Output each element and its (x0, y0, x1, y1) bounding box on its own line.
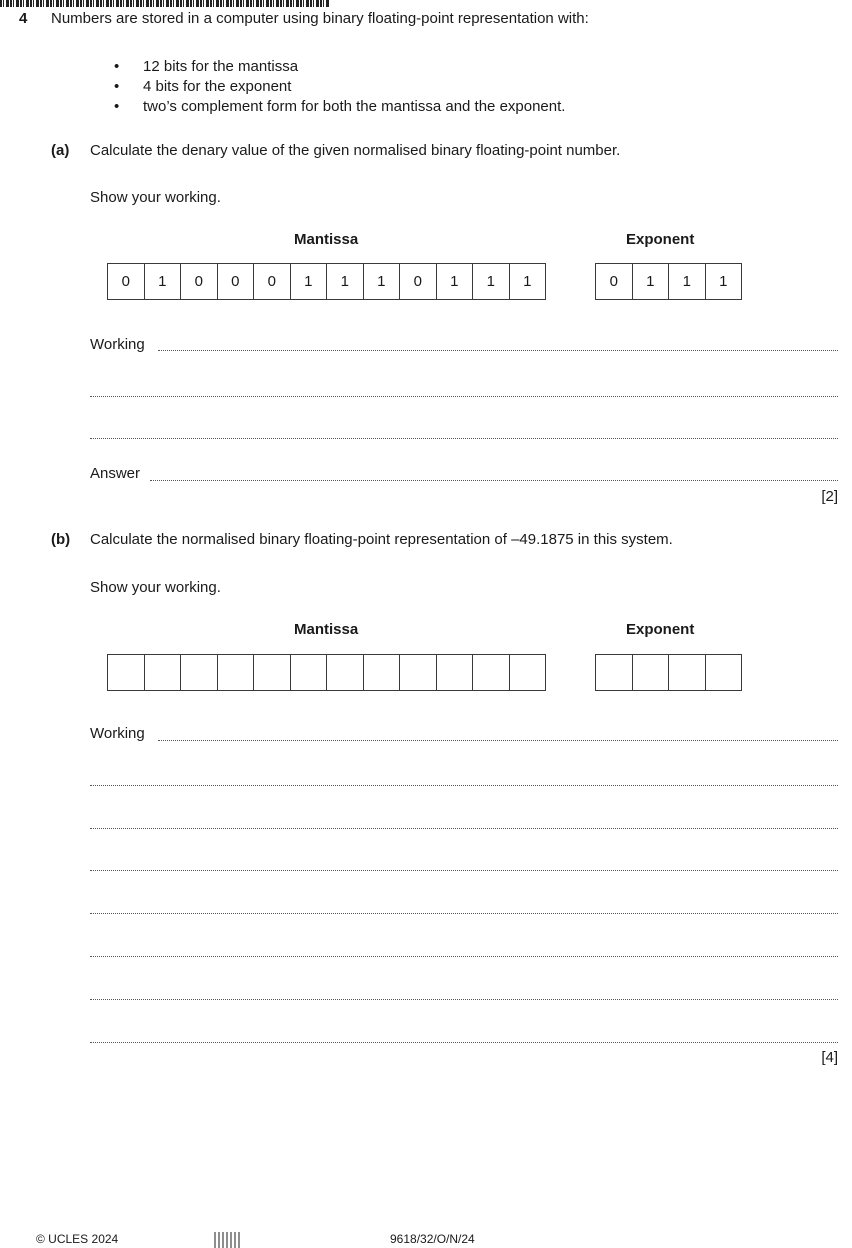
exponent-bit-cell: 0 (595, 263, 633, 300)
mantissa-bit-cell: 1 (436, 263, 474, 300)
answer-line[interactable] (90, 828, 838, 829)
exponent-bit-cell: 1 (668, 263, 706, 300)
mantissa-bit-cell: 0 (253, 263, 291, 300)
mantissa-bit-cell: 1 (509, 263, 547, 300)
mantissa-bit-cell: 0 (399, 263, 437, 300)
mantissa-bit-cell: 1 (326, 263, 364, 300)
part-a-text: Calculate the denary value of the given normalised binary floating-point number. (90, 142, 621, 159)
answer-line[interactable] (90, 396, 838, 397)
part-b-exponent-cells (595, 654, 742, 691)
mantissa-bit-cell: 1 (363, 263, 401, 300)
mantissa-bit-input[interactable] (399, 654, 437, 691)
exponent-bit-input[interactable] (595, 654, 633, 691)
mantissa-bit-cell: 0 (180, 263, 218, 300)
part-a-exponent-cells (595, 263, 742, 300)
answer-line[interactable] (90, 913, 838, 914)
part-a-exponent-heading: Exponent (626, 231, 695, 248)
mantissa-bit-cell: 0 (217, 263, 255, 300)
page-barcode (0, 0, 330, 7)
bullet-item: 12 bits for the mantissa (143, 58, 299, 75)
answer-line[interactable] (90, 785, 838, 786)
part-b-working-label: Working (90, 725, 145, 742)
part-a-show-working: Show your working. (90, 189, 221, 206)
answer-line[interactable] (90, 956, 838, 957)
part-b-label: (b) (51, 531, 71, 548)
bullet-item: 4 bits for the exponent (143, 78, 292, 95)
mantissa-bit-input[interactable] (290, 654, 328, 691)
answer-line[interactable] (90, 999, 838, 1000)
mantissa-bit-cell: 1 (472, 263, 510, 300)
bullet-marker: • (114, 78, 120, 95)
mantissa-bit-cell: 1 (290, 263, 328, 300)
answer-line[interactable] (158, 740, 838, 741)
mantissa-bit-cell: 0 (107, 263, 145, 300)
part-b-mantissa-cells (107, 654, 546, 691)
part-a-mantissa-heading: Mantissa (294, 231, 359, 248)
part-a-working-label: Working (90, 336, 145, 353)
mantissa-bit-input[interactable] (107, 654, 145, 691)
part-b-text: Calculate the normalised binary floating-point representation of –49.1875 in this system. (90, 531, 673, 548)
part-b-show-working: Show your working. (90, 579, 221, 596)
mantissa-bit-input[interactable] (509, 654, 547, 691)
question-intro: Numbers are stored in a computer using binary floating-point representation with: (51, 10, 589, 27)
mantissa-bit-cell: 1 (144, 263, 182, 300)
exponent-bit-input[interactable] (705, 654, 743, 691)
part-a-marks: [2] (821, 488, 838, 505)
exponent-bit-cell: 1 (705, 263, 743, 300)
mantissa-bit-input[interactable] (436, 654, 474, 691)
mantissa-bit-input[interactable] (217, 654, 255, 691)
part-a-answer-label: Answer (90, 465, 141, 482)
part-b-marks: [4] (821, 1049, 838, 1066)
answer-line[interactable] (90, 1042, 838, 1043)
footer-code: 9618/32/O/N/24 (390, 1232, 475, 1246)
part-b-exponent-heading: Exponent (626, 621, 695, 638)
answer-line[interactable] (158, 350, 838, 351)
mantissa-bit-input[interactable] (180, 654, 218, 691)
bullet-item: two’s complement form for both the mantissa and the exponent. (143, 98, 566, 115)
mantissa-bit-input[interactable] (144, 654, 182, 691)
bullet-marker: • (114, 98, 120, 115)
part-a-mantissa-cells (107, 263, 546, 300)
mantissa-bit-input[interactable] (472, 654, 510, 691)
exponent-bit-input[interactable] (668, 654, 706, 691)
mantissa-bit-input[interactable] (253, 654, 291, 691)
part-b-mantissa-heading: Mantissa (294, 621, 359, 638)
footer-copyright: © UCLES 2024 (36, 1232, 119, 1246)
answer-line[interactable] (90, 870, 838, 871)
exponent-bit-input[interactable] (632, 654, 670, 691)
answer-line[interactable] (90, 438, 838, 439)
mantissa-bit-input[interactable] (363, 654, 401, 691)
answer-line[interactable] (150, 480, 838, 481)
mantissa-bit-input[interactable] (326, 654, 364, 691)
bullet-marker: • (114, 58, 120, 75)
qr-code (214, 1232, 242, 1248)
question-number: 4 (19, 10, 28, 27)
part-a-label: (a) (51, 142, 70, 159)
exponent-bit-cell: 1 (632, 263, 670, 300)
